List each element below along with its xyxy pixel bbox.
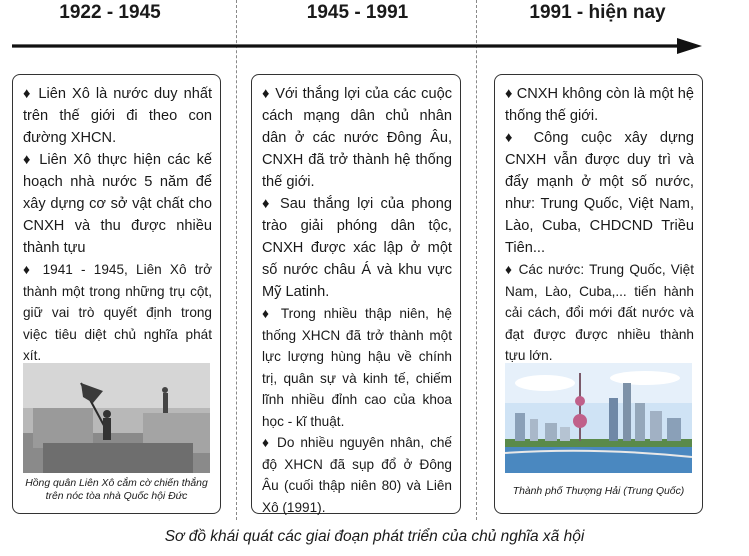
fact-item: ♦ Do nhiều nguyên nhân, chế độ XHCN đã sụp đổ ở Đông Âu (cuối thập niên 80) và Liên Xô (1991). [262,435,452,515]
fact-item: ♦ Với thắng lợi của các cuộc cách mạng dân chủ nhân dân ở các nước Đông Âu, CNXH đã trở thành hệ thống thế giới. [262,86,452,190]
fact-item: ♦ Sau thắng lợi của phong trào giải phóng dân tộc, CNXH được xác lập ở một số nước châu Á và khu vực Mỹ Latinh. [262,196,452,300]
shanghai-skyline-photo [505,363,692,473]
timeline-arrow [12,38,702,54]
period-box-1922-1945 [12,74,221,514]
period-label-1922-1945: 1922 - 1945 [59,2,161,23]
fact-item: ♦ Liên Xô thực hiện các kế hoạch nhà nước 5 năm để xây dựng cơ sở vật chất cho CNXH và thu được nhiều thành tựu [23,152,212,256]
photo-caption: Thành phố Thượng Hải (Trung Quốc) [512,486,685,497]
fact-item: ♦ CNXH không còn là một hệ thống thế giới. [505,86,694,124]
period-label-1945-1991: 1945 - 1991 [306,2,409,23]
period-divider [236,0,237,520]
period-divider [476,0,477,520]
fact-item: ♦ Trong nhiều thập niên, hệ thống XHCN đã trở thành một lực lượng hùng hậu về chính trị, quân sự và kinh tế, chiếm lĩnh nhiều đỉnh cao của khoa học - kĩ thuật. [262,306,452,429]
fact-item: ♦ Liên Xô là nước duy nhất trên thế giới đi theo con đường XHCN. [23,86,212,146]
fact-item: ♦ Công cuộc xây dựng CNXH vẫn được duy trì và đẩy mạnh ở một số nước, như: Trung Quốc, Việt Nam, Lào, Cuba, CHDCND Triều Tiên... [505,130,694,256]
fact-item: ♦ 1941 - 1945, Liên Xô trở thành một trong những trụ cột, giữ vai trò quyết định trong việc tiêu diệt chủ nghĩa phát xít. [23,262,212,363]
diagram-caption: Sơ đồ khái quát các giai đoạn phát triển của chủ nghĩa xã hội [164,528,585,545]
fact-item: ♦ Các nước: Trung Quốc, Việt Nam, Lào, Cuba,... tiến hành cải cách, đổi mới đất nước và đạt được được nhiều thành tựu lớn. [505,262,694,363]
reichstag-flag-photo [23,363,210,473]
period-box-1991-present [494,74,703,514]
period-label-1991-present: 1991 - hiện nay [529,2,666,23]
photo-caption: Hồng quân Liên Xô cắm cờ chiến thắng trên nóc tòa nhà Quốc hội Đức [25,478,208,502]
period-box-1945-1991 [251,74,461,514]
